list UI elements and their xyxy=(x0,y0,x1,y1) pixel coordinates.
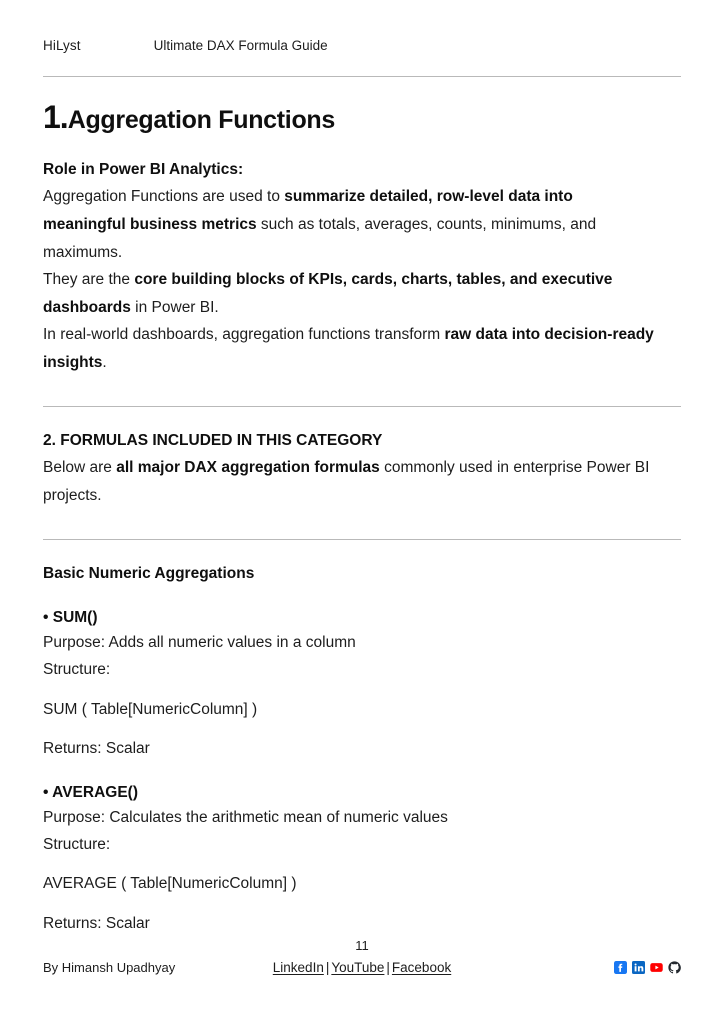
intro-p2-text2: in Power BI. xyxy=(130,298,219,316)
intro-paragraph-1 xyxy=(43,183,658,266)
footer-row xyxy=(43,960,681,975)
intro-p3-text2: . xyxy=(102,353,107,371)
intro-p2-bold: core building blocks of KPIs, cards, charts, tables, and executive dashboards xyxy=(43,271,613,316)
page-number: 11 xyxy=(355,938,369,953)
section-2-text1: Below are xyxy=(43,459,117,477)
role-label: Role in Power BI Analytics: xyxy=(43,160,244,178)
brand-name: HiLyst xyxy=(43,38,81,53)
link-separator-2: | xyxy=(386,960,390,975)
function-name-sum: • SUM() xyxy=(43,609,98,627)
linkedin-icon[interactable] xyxy=(632,961,645,974)
function-name-average: • AVERAGE() xyxy=(43,784,138,802)
section-divider-2 xyxy=(43,539,681,540)
page-title xyxy=(43,99,681,136)
github-icon[interactable] xyxy=(668,961,681,974)
facebook-link[interactable]: Facebook xyxy=(391,960,452,975)
function-code-sum: SUM ( Table[NumericColumn] ) xyxy=(43,700,258,718)
function-code-average: AVERAGE ( Table[NumericColumn] ) xyxy=(43,875,297,893)
intro-paragraph-3 xyxy=(43,321,658,376)
page-header xyxy=(43,0,681,60)
intro-p1-text2: such as totals, averages, counts, minimums, and maximums. xyxy=(43,215,597,261)
section-2-paragraph xyxy=(43,454,658,509)
page-footer xyxy=(43,938,681,982)
function-purpose-average: Purpose: Calculates the arithmetic mean of numeric values xyxy=(43,809,448,827)
page-title-text: Aggregation Functions xyxy=(67,106,335,134)
page-title-number: 1. xyxy=(43,99,68,135)
section-3-heading: Basic Numeric Aggregations xyxy=(43,565,255,583)
intro-section xyxy=(43,156,681,377)
author-credit: By Himansh Upadhyay xyxy=(43,960,176,975)
section-2-bold: all major DAX aggregation formulas xyxy=(116,459,380,477)
function-returns-sum: Returns: Scalar xyxy=(43,740,150,758)
header-divider xyxy=(43,76,681,77)
youtube-icon[interactable] xyxy=(650,961,663,974)
intro-p1-text1: Aggregation Functions are used to xyxy=(43,188,285,206)
intro-p1-bold: summarize detailed, row-level data into meaningful business metrics xyxy=(43,188,573,233)
document-title: Ultimate DAX Formula Guide xyxy=(153,38,328,53)
section-2-heading: 2. FORMULAS INCLUDED IN THIS CATEGORY xyxy=(43,432,383,450)
function-structure-label-sum: Structure: xyxy=(43,660,111,678)
intro-p2-text1: They are the xyxy=(43,271,135,289)
function-structure-label-average: Structure: xyxy=(43,835,111,853)
facebook-icon[interactable] xyxy=(614,961,627,974)
function-entry-sum xyxy=(43,606,681,762)
function-entry-average xyxy=(43,781,681,937)
social-icons xyxy=(461,961,681,974)
intro-p3-text1: In real-world dashboards, aggregation functions transform xyxy=(43,326,445,344)
link-separator-1: | xyxy=(325,960,330,975)
function-returns-average: Returns: Scalar xyxy=(43,915,150,933)
youtube-link[interactable]: YouTube xyxy=(331,960,385,975)
section-divider-1 xyxy=(43,406,681,407)
intro-p3-bold: raw data into decision-ready insights xyxy=(43,326,654,371)
section-2-text2: commonly used in enterprise Power BI projects. xyxy=(43,459,650,504)
linkedin-link[interactable]: LinkedIn xyxy=(272,960,324,975)
intro-paragraph-2 xyxy=(43,266,658,321)
footer-links xyxy=(263,960,461,975)
function-purpose-sum: Purpose: Adds all numeric values in a column xyxy=(43,634,356,652)
